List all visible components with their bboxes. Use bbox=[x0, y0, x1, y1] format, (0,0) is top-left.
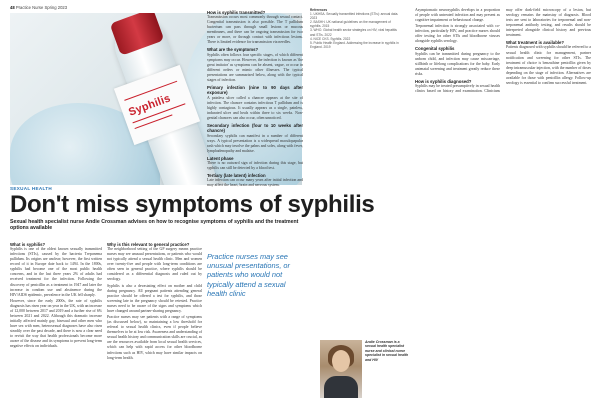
body-paragraph: Transmission occurs most commonly through sexual contact. Congenital transmission is also possible. The T pallidum bacterium can pass through small lesions or mucous membranes, and there can be ongoing transmission for two years or more, or through contact with infectious lesions. There is limited evidence for transmission via needles. bbox=[207, 15, 303, 45]
body-paragraph: The neighborhood setting of the GP surgery means practice nurses may see unusual presentations, or patients who would not typically attend a sexual health clinic. Men and women over twenty-five and people with long-term conditions are often seen in general practice, where syphilis should be considered as a differential diagnosis and ruled out by serology. bbox=[107, 247, 202, 282]
body-paragraph: Syphilis is also a devastating effect on mother and child during pregnancy. All pregnant patients attending general practice should be offered a test for syphilis, and those screening late in the pregnancy should be retested. Practice nurses need to be aware of the signs and symptoms which have changed around partner-sharing pregnancy. bbox=[107, 283, 202, 313]
issue-label: Spring 2023 bbox=[44, 5, 68, 10]
test-tube-label-text: Syphilis bbox=[127, 92, 173, 119]
page-number: 48 bbox=[10, 5, 15, 10]
body-paragraph: Syphilis can be transmitted during pregnancy to the unborn child, and infection may cause miscarriage, stillbirth or lifelong complications for the baby. Early antenatal screening and treatment greatly reduce these risks. bbox=[415, 51, 500, 76]
article-title: Don't miss symptoms of syphilis bbox=[10, 191, 375, 218]
subheading: What treatment is available? bbox=[506, 39, 565, 45]
body-paragraph: A painless ulcer called a chancre appears at the site of infection. The chancre contains infectious T pallidum and is highly contagious. It usually appears as a single, painless, indurated ulcer and heals within three to six weeks. Non-genital chancres can also occur, often unnoticed. bbox=[207, 95, 303, 120]
article-standfirst: Sexual health specialist nurse Andie Crossman advises on how to recognise symptoms of syphilis and the treatment options available bbox=[10, 219, 299, 232]
subheading: Why is this relevant to general practice? bbox=[107, 241, 190, 247]
references-list bbox=[310, 12, 402, 49]
body-paragraph: Secondary syphilis can manifest in a number of different ways. A typical presentation is a widespread maculopapular rash which may involve the palms and soles, along with fever, lymphadenopathy and malaise. bbox=[207, 133, 303, 153]
references-box bbox=[310, 8, 402, 49]
body-paragraph: However, since the early 2000s, the rate of syphilis diagnosis has risen year on year in the UK, with an increase of 12,000 between 2017 and 2019 and a further rise of 6% between 2021 and 2022. Although this dramatic increase initially affected mainly gay, bisexual and other men who have sex with men, heterosexual diagnoses have also risen steadily over the past decade, and there is now a clear need to revisit the way that health professionals become more aware of the disease and its symptoms to prevent long-term negative effects on individuals. bbox=[10, 298, 103, 349]
reference-item: 3. WHO. Global health sector strategies on HIV, viral hepatitis and STIs. 2022 bbox=[310, 28, 397, 37]
subheading: What are the symptoms? bbox=[207, 47, 259, 53]
reference-item: 2. BASHH. UK national guidelines on the management of syphilis. 2015 bbox=[310, 20, 391, 29]
reference-item: 4. NICE CKS. Syphilis. 2022 bbox=[310, 36, 351, 41]
body-paragraph: Syphilis often follows four specific stages, of which different symptoms may occur. However, the infection is known as 'the great imitator' as symptoms can be absent, vague, or occur in different orders or mimic other illnesses. The typical presentations are summarised below, along with the typical stages of infection. bbox=[207, 52, 303, 82]
body-paragraph: Late infection can occur many years after initial infection and may affect the heart, brain and nervous system. bbox=[207, 178, 303, 188]
subheading: How is syphilis diagnosed? bbox=[415, 78, 472, 84]
section-tag: SEXUAL HEALTH bbox=[10, 186, 53, 191]
running-header bbox=[10, 5, 67, 10]
subheading: Congenital syphilis bbox=[415, 46, 455, 52]
article-column-3 bbox=[207, 8, 303, 403]
article-column-4 bbox=[415, 8, 591, 403]
subheading: Secondary infection (four to 10 weeks after chancre) bbox=[207, 122, 303, 134]
article-column-1 bbox=[10, 240, 102, 351]
body-paragraph: Patients diagnosed with syphilis should be referred to a sexual health clinic for management, partner notification and screening for other STIs. The treatment of choice is benzathine penicillin given by deep intramuscular injection, with the number of doses depending on the stage of infection. Alternatives are available for those with penicillin allergy. Follow-up serology is essential to confirm successful treatment. bbox=[506, 45, 591, 85]
subheading: Latent phase bbox=[207, 155, 234, 161]
body-paragraph: Practice nurses may see patients with a range of symptoms (as discussed below), so maintaining a low threshold for referral to sexual health clinics, even if people believe themselves to be at low risk. Awareness and understanding of sexual health history and communication skills are crucial, as are the resources available from local sexual health services, which can help with rapid access for other bloodborne infections such as HIV, which may have similar impacts on long-term health. bbox=[107, 315, 202, 360]
body-paragraph: Asymptomatic neurosyphilis develops in a proportion of people with untreated infection and may present as cognitive impairment or behavioural change. bbox=[415, 8, 500, 23]
body-paragraph: There is no outward sign of infection during this stage, but syphilis can still be detected by a blood test. bbox=[207, 161, 303, 171]
references-title: References bbox=[310, 8, 328, 12]
body-paragraph: Syphilis is one of the oldest known sexually transmitted infections (STIs), caused by the bacteria Treponema pallidum. Its origins are unclear; however, the first written record of it in Europe date back to 1494. In the 1800s, syphilis had become one of the most public health concerns, and in the last three years 2% of adults had received treatment for the infection. Following the discovery of penicillin as a treatment in 1947 and later the increase in condom use and abstinence during the HIV/AIDS epidemic, prevalence in the UK fell sharply. bbox=[10, 247, 102, 297]
reference-item: 1. UKHSA. Sexually transmitted infections (STIs): annual data. 2023 bbox=[310, 12, 399, 21]
author-face bbox=[332, 350, 350, 372]
subheading: What is syphilis? bbox=[10, 241, 46, 247]
subheading: Tertiary (late latent) infection bbox=[207, 172, 266, 178]
subheading: How is syphilis transmitted? bbox=[207, 9, 266, 15]
publication-name: Practice Nurse bbox=[15, 5, 44, 10]
body-paragraph: Treponemal infection is strongly associated with co-infection, particularly HIV, and practice nurses should offer testing for other STIs and bloodborne viruses alongside syphilis serology. bbox=[415, 24, 500, 44]
reference-item: 5. Public Health England. Addressing the increase in syphilis in England. 2019 bbox=[310, 40, 399, 49]
article-column-2 bbox=[107, 240, 202, 362]
author-body bbox=[324, 376, 358, 398]
label-rule bbox=[135, 114, 173, 129]
author-bio: Andie Crossman is a sexual health specialist nurse and clinical nurse specialist in sexual health and HIV bbox=[365, 340, 409, 362]
body-paragraph: Syphilis may be treated presumptively in sexual health clinics based on history and examination. Clinicians may offer dark-field microscopy of a lesion, but serology remains the mainstay of diagnosis. Blood tests are sent to laboratories for treponemal and non-treponemal antibody testing, and results should be interpreted alongside clinical history and previous treatment. bbox=[415, 8, 591, 94]
subheading: Primary infection (nine to 90 days after exposure) bbox=[207, 84, 303, 96]
author-photo bbox=[320, 340, 362, 398]
pull-quote: Practice nurses may see unusual presentations, or patients who would not typically attend a sexual health clinic bbox=[207, 252, 290, 298]
